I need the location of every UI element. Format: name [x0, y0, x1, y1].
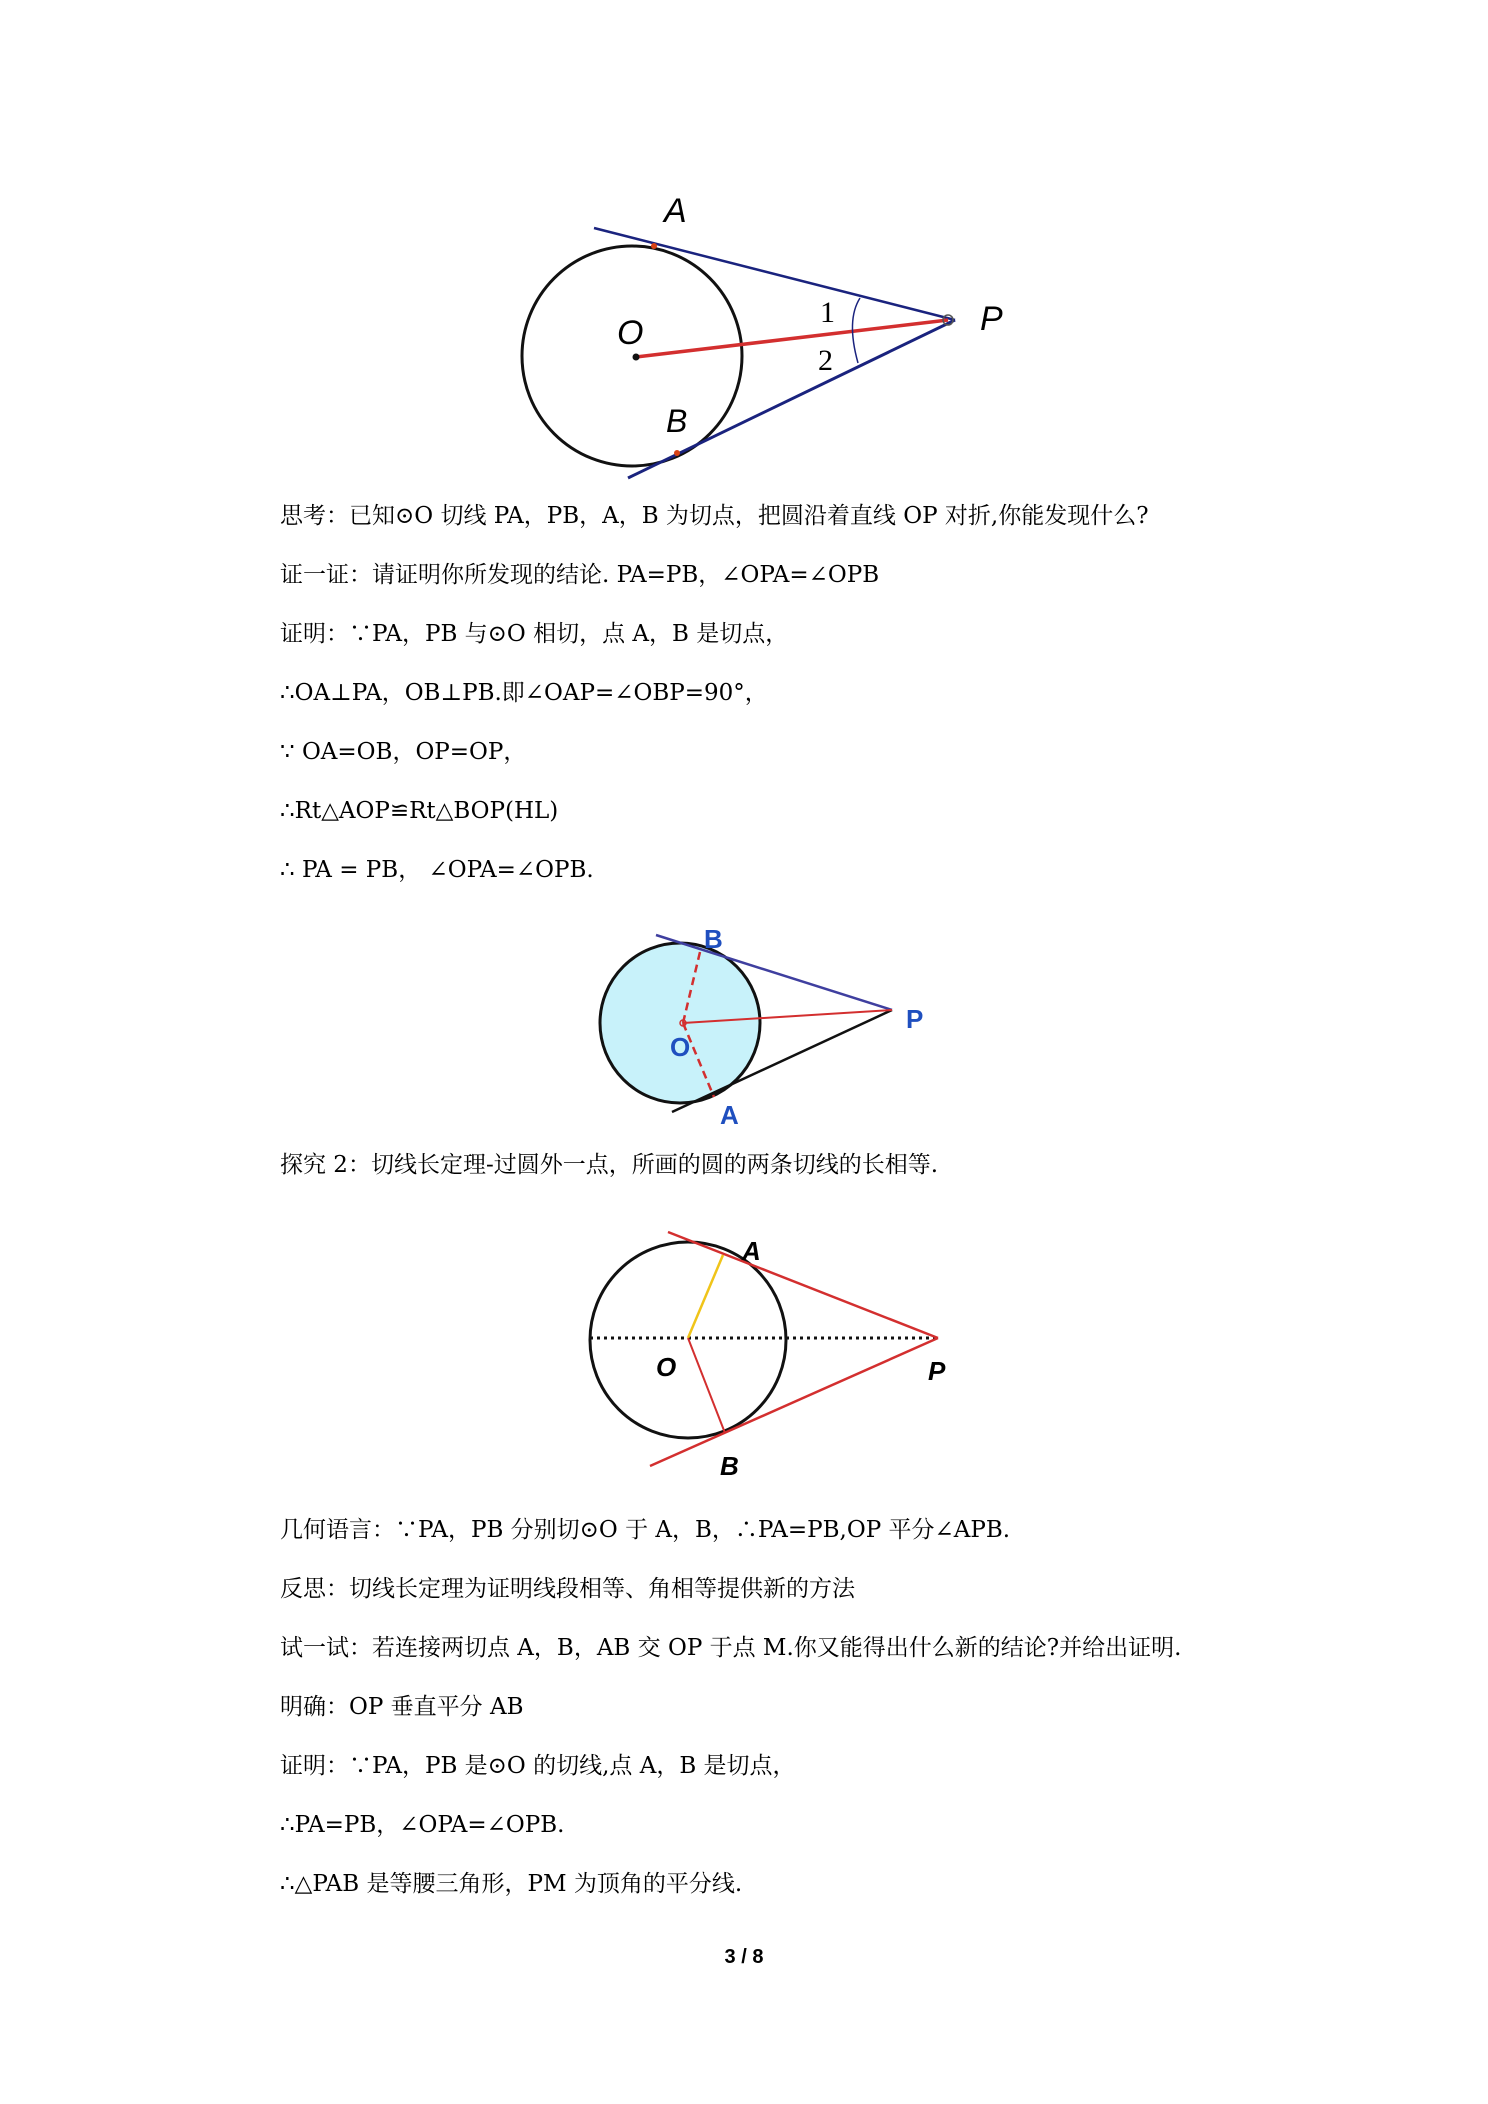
- segment-op: [636, 320, 948, 357]
- figure-fold: [595, 915, 945, 1125]
- label-a: A: [742, 1236, 761, 1266]
- text-proof2-line1: 证明：∵PA，PB 是⊙O 的切线,点 A，B 是切点，: [280, 1753, 796, 1779]
- text-prove-intro: 证一证：请证明你所发现的结论. PA=PB，∠OPA=∠OPB: [280, 562, 880, 588]
- figure-tangent-angles: [500, 185, 1040, 485]
- page-number: 3 / 8: [724, 1946, 764, 1968]
- figure-tangent-length: [580, 1225, 980, 1485]
- point-a: [651, 243, 657, 249]
- text-proof1-line2: ∴OA⊥PA，OB⊥PB.即∠OAP=∠OBP=90°，: [280, 680, 768, 706]
- label-angle-1: 1: [820, 296, 835, 329]
- text-proof2-line3: ∴△PAB 是等腰三角形，PM 为顶角的平分线.: [280, 1871, 743, 1897]
- text-reflect: 反思：切线长定理为证明线段相等、角相等提供新的方法: [280, 1576, 855, 1602]
- text-clarify: 明确：OP 垂直平分 AB: [280, 1694, 524, 1720]
- label-b: B: [720, 1451, 739, 1481]
- text-proof1-line1: 证明：∵PA，PB 与⊙O 相切，点 A，B 是切点，: [280, 621, 789, 647]
- label-o: O: [670, 1032, 691, 1062]
- text-try: 试一试：若连接两切点 A，B，AB 交 OP 于点 M.你又能得出什么新的结论?并给出证明.: [280, 1635, 1182, 1661]
- text-proof1-line3: ∵ OA=OB，OP=OP，: [280, 739, 527, 765]
- label-p: P: [906, 1004, 924, 1034]
- tangent-pa: [594, 228, 955, 320]
- circle-o: [522, 246, 742, 466]
- tangent-pb: [650, 1338, 938, 1466]
- tangent-pa: [668, 1232, 938, 1338]
- label-angle-2: 2: [818, 344, 833, 377]
- label-o: O: [656, 1352, 677, 1382]
- label-o: O: [617, 314, 644, 352]
- text-proof1-line5: ∴ PA = PB， ∠OPA=∠OPB.: [280, 857, 594, 883]
- text-think: 思考：已知⊙O 切线 PA，PB，A，B 为切点，把圆沿着直线 OP 对折,你能发现什么?: [280, 503, 1149, 529]
- point-b: [674, 450, 680, 456]
- point-o: [633, 354, 640, 361]
- label-a: A: [664, 192, 687, 230]
- text-proof2-line2: ∴PA=PB，∠OPA=∠OPB.: [280, 1812, 565, 1838]
- text-explore-2: 探究 2：切线长定理-过圆外一点，所画的圆的两条切线的长相等.: [280, 1152, 939, 1178]
- label-b: B: [704, 924, 723, 954]
- radius-oa: [688, 1255, 723, 1338]
- radius-ob: [688, 1338, 725, 1433]
- text-geometry-language: 几何语言：∵PA，PB 分别切⊙O 于 A，B，∴PA=PB,OP 平分∠APB.: [280, 1517, 1011, 1543]
- label-a: A: [720, 1100, 739, 1125]
- label-p: P: [928, 1356, 946, 1386]
- label-p: P: [980, 300, 1003, 338]
- label-b: B: [666, 403, 688, 439]
- text-proof1-line4: ∴Rt△AOP≌Rt△BOP(HL): [280, 798, 559, 824]
